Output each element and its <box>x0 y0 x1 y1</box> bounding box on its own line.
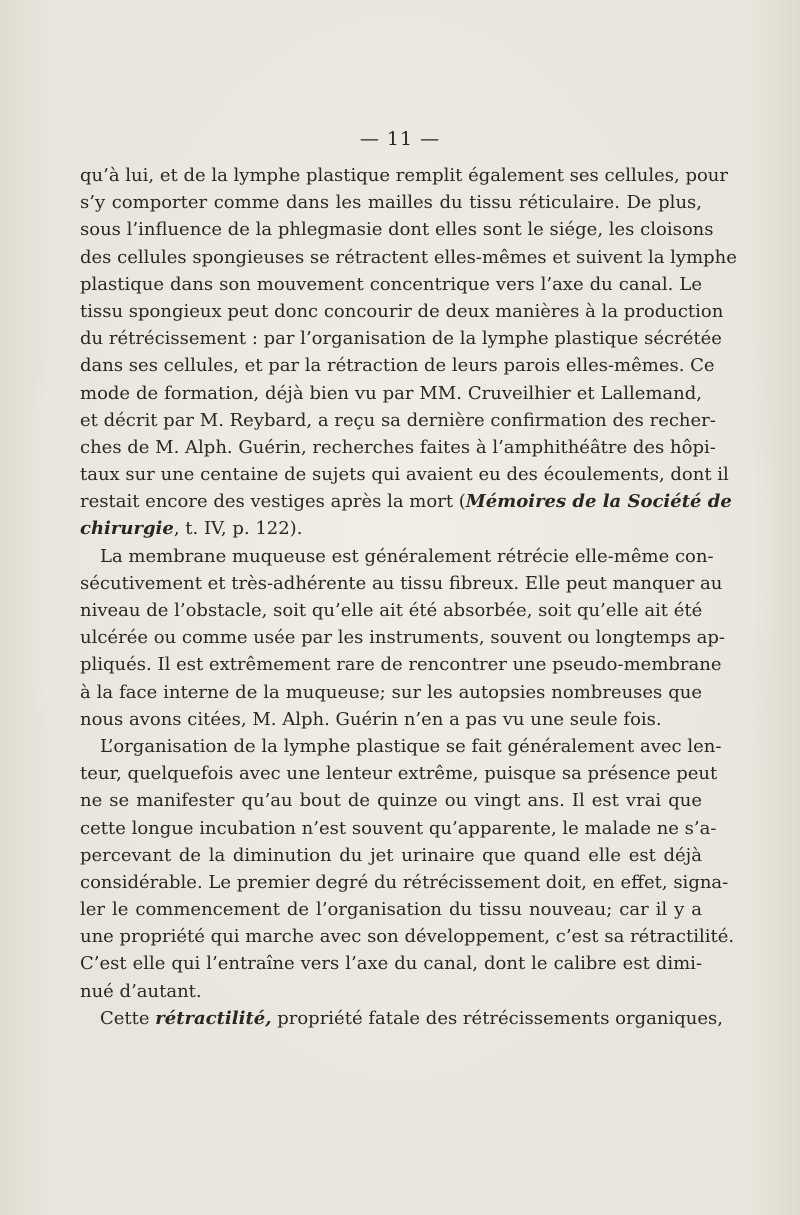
text-segment: propriété fatale des rétrécissements organiques, <box>271 1007 723 1029</box>
text-line <box>80 978 702 1005</box>
text-line <box>80 271 702 298</box>
text-segment: à la face interne de la muqueuse; sur les autopsies nombreuses que <box>80 681 702 703</box>
text-segment: ches de M. Alph. Guérin, recherches faites à l’amphithéâtre des hôpi- <box>80 436 716 458</box>
text-line <box>80 679 702 706</box>
text-line <box>80 896 702 923</box>
text-segment: C’est elle qui l’entraîne vers l’axe du canal, dont le calibre est dimi- <box>80 953 702 975</box>
text-line <box>80 570 723 597</box>
text-segment: percevant de la diminution du jet urinaire que quand elle est déjà <box>80 844 702 866</box>
text-segment: nué d’autant. <box>80 980 202 1002</box>
text-segment: et décrit par M. Reybard, a reçu sa dernière confirmation des recher- <box>80 409 716 431</box>
text-segment: restait encore des vestiges après la mort ( <box>80 491 466 513</box>
text-line <box>80 923 735 950</box>
text-line <box>80 869 729 896</box>
text-segment: sécutivement et très-adhérente au tissu fibreux. Elle peut manquer au <box>80 572 723 594</box>
text-line <box>80 488 732 515</box>
text-segment: teur, quelquefois avec une lenteur extrême, puisque sa présence peut <box>80 763 718 785</box>
text-segment: cette longue incubation n’est souvent qu’apparente, le malade ne s’a- <box>80 817 717 839</box>
text-line <box>80 515 702 542</box>
text-line <box>80 216 714 243</box>
text-segment: L’organisation de la lymphe plastique se fait généralement avec len- <box>100 735 722 757</box>
text-segment: niveau de l’obstacle, soit qu’elle ait été absorbée, soit qu’elle ait été <box>80 600 703 621</box>
text-line <box>80 624 726 651</box>
text-segment: plastique dans son mouvement concentrique vers l’axe du canal. Le <box>80 273 702 295</box>
text-segment: une propriété qui marche avec son développement, c’est sa rétractilité. <box>80 926 735 948</box>
text-segment: ne se manifester qu’au bout de quinze ou vingt ans. Il est vrai que <box>80 790 702 812</box>
text-line <box>80 461 729 488</box>
text-line <box>80 244 737 271</box>
text-segment: sous l’influence de la phlegmasie dont elles sont le siége, les cloisons <box>80 219 714 241</box>
text-line <box>80 352 715 379</box>
text-line <box>80 189 702 216</box>
text-line <box>80 950 702 977</box>
text-segment: , t. IV, p. 122). <box>173 518 303 540</box>
text-segment: considérable. Le premier degré du rétrécissement doit, en effet, signa- <box>80 871 729 893</box>
text-line <box>80 380 702 407</box>
text-segment: ulcérée ou comme usée par les instruments, souvent ou longtemps ap- <box>80 627 726 649</box>
text-segment: s’y comporter comme dans les mailles du tissu réticulaire. De plus, <box>80 192 702 214</box>
text-line <box>80 760 718 787</box>
text-line <box>80 434 716 461</box>
page-number: — 11 — <box>359 128 441 150</box>
italic-segment: chirurgie <box>80 518 174 540</box>
text-line <box>80 543 714 570</box>
text-segment: taux sur une centaine de sujets qui avaient eu des écoulements, dont il <box>80 464 729 486</box>
text-segment: La membrane muqueuse est généralement rétrécie elle-même con- <box>100 545 714 567</box>
text-line <box>80 325 722 352</box>
text-line <box>80 842 702 869</box>
text-segment: Cette <box>100 1007 156 1029</box>
text-line <box>80 733 722 760</box>
text-line <box>80 597 702 624</box>
text-line <box>80 1005 723 1032</box>
text-segment: qu’à lui, et de la lymphe plastique remplit également ses cellules, pour <box>80 165 728 186</box>
text-segment: mode de formation, déjà bien vu par MM. Cruveilhier et Lallemand, <box>80 382 702 404</box>
text-segment: des cellules spongieuses se rétractent elles-mêmes et suivent la lymphe <box>80 246 737 268</box>
italic-segment: rétractilité, <box>155 1007 272 1029</box>
text-segment: dans ses cellules, et par la rétraction de leurs parois elles-mêmes. Ce <box>80 355 715 377</box>
text-segment: tissu spongieux peut donc concourir de deux manières à la production <box>80 300 724 322</box>
text-line <box>80 298 724 325</box>
italic-segment: Mémoires de la Société de <box>465 491 732 513</box>
text-line <box>80 651 722 678</box>
text-segment: du rétrécissement : par l’organisation de la lymphe plastique sécrétée <box>80 328 722 350</box>
text-line <box>80 787 702 814</box>
text-line <box>80 162 728 189</box>
text-segment: ler le commencement de l’organisation du tissu nouveau; car il y a <box>80 899 702 921</box>
text-segment: nous avons citées, M. Alph. Guérin n’en a pas vu une seule fois. <box>80 708 662 730</box>
body-text <box>80 162 737 1032</box>
text-line <box>80 407 716 434</box>
text-line <box>80 706 702 733</box>
text-segment: pliqués. Il est extrêmement rare de rencontrer une pseudo-membrane <box>80 654 722 676</box>
text-line <box>80 815 717 842</box>
